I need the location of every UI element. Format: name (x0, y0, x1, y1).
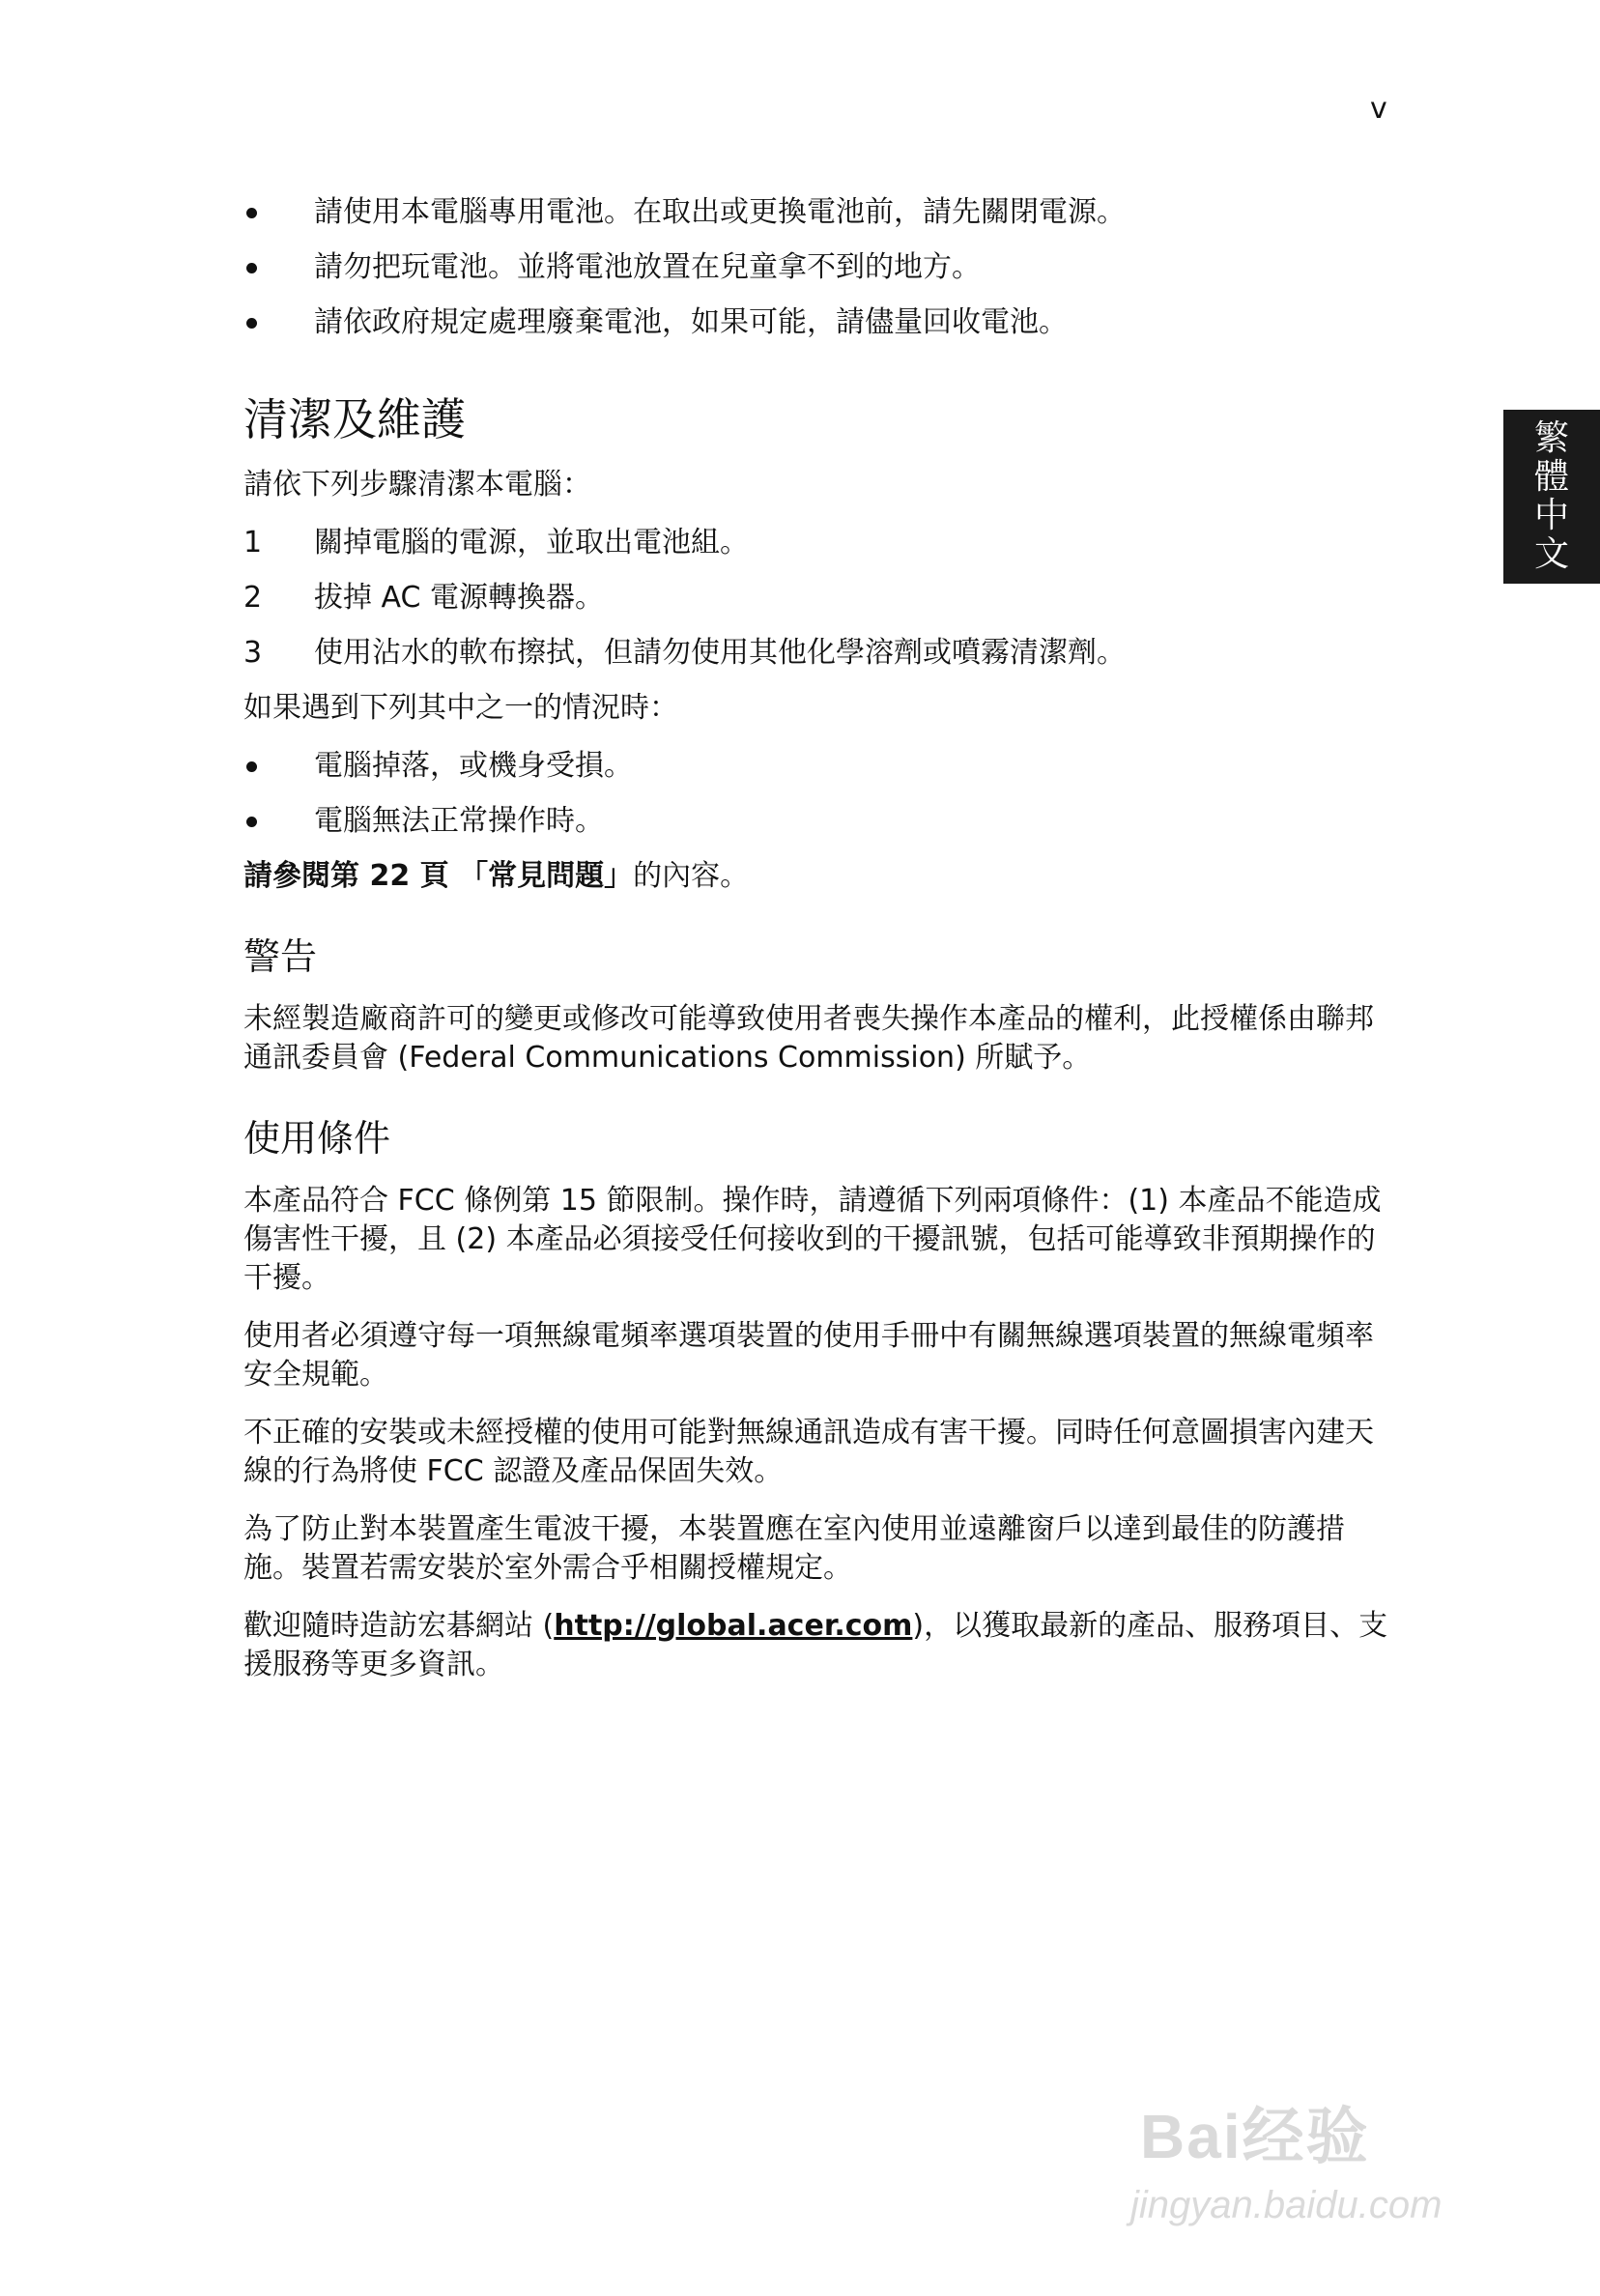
language-tab-char: 文 (1533, 534, 1569, 574)
faq-reference-link: 請參閱第 22 頁 「常見問題」 (243, 859, 634, 893)
baidu-watermark (1121, 2049, 1507, 2242)
battery-bullet: 請勿把玩電池。並將電池放置在兒童拿不到的地方。 (243, 248, 1393, 287)
conditions-paragraph: 不正確的安裝或未經授權的使用可能對無線通訊造成有害干擾。同時任何意圖損害內建天線的行為將使 FCC 認證及產品保固失效。 (243, 1416, 1374, 1488)
step-number: 2 (243, 581, 263, 615)
warning-heading: 警告 (243, 935, 318, 978)
acer-website-link[interactable]: http://global.acer.com (554, 1609, 913, 1643)
faq-reference (243, 857, 1393, 896)
cleaning-intro: 請依下列步驟清潔本電腦： (243, 468, 591, 502)
step-number: 1 (243, 526, 263, 560)
step-text: 拔掉 AC 電源轉換器。 (314, 581, 605, 615)
battery-bullet: 請依政府規定處理廢棄電池，如果可能，請儘量回收電池。 (243, 303, 1393, 342)
condition-bullet: 電腦掉落，或機身受損。 (243, 747, 1393, 786)
condition-intro: 如果遇到下列其中之一的情況時： (243, 691, 678, 725)
battery-bullet: 請使用本電腦專用電池。在取出或更換電池前，請先關閉電源。 (243, 193, 1393, 232)
language-tab-char: 繁 (1533, 418, 1569, 458)
cleaning-step (243, 634, 1393, 673)
cleaning-heading: 清潔及維護 (243, 393, 466, 445)
warning-text: 未經製造廠商許可的變更或修改可能導致使用者喪失操作本產品的權利，此授權係由聯邦通訊委員會 (Federal Communications Commission) 所賦予。 (243, 1002, 1374, 1075)
language-tab (1503, 410, 1600, 584)
website-prefix: 歡迎隨時造訪宏碁網站 ( (243, 1609, 555, 1643)
step-text: 關掉電腦的電源，並取出電池組。 (314, 526, 749, 560)
conditions-of-use-heading: 使用條件 (243, 1117, 391, 1160)
language-tab-char: 體 (1533, 457, 1569, 497)
step-text: 使用沾水的軟布擦拭，但請勿使用其他化學溶劑或噴霧清潔劑。 (314, 636, 1126, 670)
watermark-url: jingyan.baidu.com (1130, 2184, 1443, 2226)
page-number: v (1370, 92, 1387, 126)
conditions-paragraph: 使用者必須遵守每一項無線電頻率選項裝置的使用手冊中有關無線選項裝置的無線電頻率安全規範。 (243, 1319, 1374, 1392)
document-body (243, 193, 1393, 1704)
cleaning-step (243, 579, 1393, 617)
watermark-logo: Bai经验 (1140, 2102, 1370, 2171)
step-number: 3 (243, 636, 263, 670)
faq-reference-tail: 的內容。 (633, 859, 750, 893)
website-suffix: )，以獲取最新的產品、服務項目、支援服務等更多資訊。 (243, 1609, 1388, 1681)
cleaning-step (243, 524, 1393, 562)
condition-bullet: 電腦無法正常操作時。 (243, 802, 1393, 841)
conditions-paragraph: 本產品符合 FCC 條例第 15 節限制。操作時，請遵循下列兩項條件：(1) 本產品不能造成傷害性干擾，且 (2) 本產品必須接受任何接收到的干擾訊號，包括可能導致非預期操作的干擾。 (243, 1184, 1382, 1295)
conditions-paragraph: 為了防止對本裝置產生電波干擾，本裝置應在室內使用並遠離窗戶以達到最佳的防護措施。裝置若需安裝於室外需合乎相關授權規定。 (243, 1512, 1345, 1585)
language-tab-char: 中 (1533, 496, 1569, 535)
website-paragraph (243, 1607, 1393, 1684)
